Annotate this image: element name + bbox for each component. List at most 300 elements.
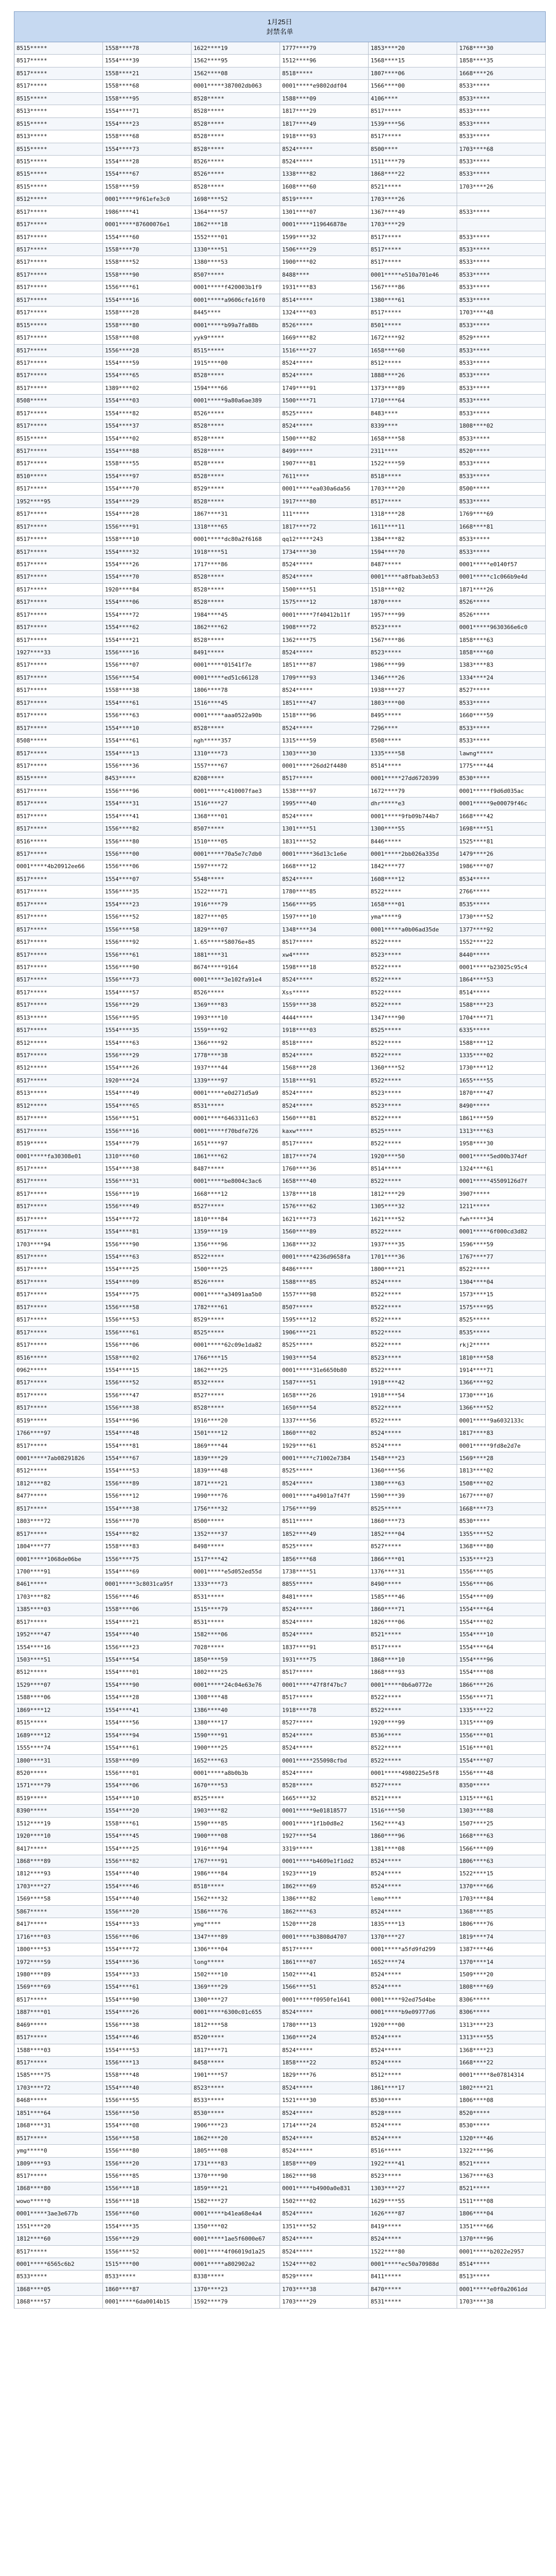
table-cell: 1887****01 [14, 2006, 103, 2018]
table-cell: 8517***** [14, 634, 103, 646]
table-cell: 1658****40 [280, 1175, 369, 1187]
table-cell: 8533***** [192, 2094, 280, 2106]
table-cell: 0001*****9fd8e2d7e [457, 1440, 546, 1452]
table-cell: 1556****82 [103, 823, 192, 835]
table-cell: qq12*****243 [280, 533, 369, 545]
table-cell: 8526***** [457, 609, 546, 621]
table-cell: 1652****63 [192, 1755, 280, 1767]
table-cell: 1665****32 [280, 1792, 369, 1804]
table-cell: 8517***** [14, 558, 103, 570]
table-cell: 8517***** [14, 1289, 103, 1300]
table-cell: 8516***** [14, 1352, 103, 1364]
table-cell: 8528***** [192, 118, 280, 130]
table-cell: 1903****82 [192, 1805, 280, 1817]
table-row [14, 584, 546, 596]
table-row [14, 924, 546, 936]
table-cell: 1868****80 [14, 2182, 103, 2194]
table-cell: 0001*****5ed00b374df [457, 1150, 546, 1162]
table-cell: 8517***** [14, 709, 103, 721]
table-cell: 8519***** [14, 1415, 103, 1427]
table-cell: 8514***** [369, 1163, 457, 1175]
table-row [14, 1150, 546, 1163]
table-cell: 1558****02 [103, 1352, 192, 1364]
table-cell: 8529***** [280, 2270, 369, 2282]
table-cell: 1554****28 [103, 156, 192, 167]
table-cell: 1554****64 [457, 1603, 546, 1615]
table-cell: 8517***** [14, 1188, 103, 1200]
table-cell: 1703****84 [457, 1893, 546, 1905]
table-cell: 8533***** [457, 244, 546, 256]
table-cell: 8526***** [192, 987, 280, 998]
table-cell: 1920****10 [14, 1830, 103, 1842]
table-row [14, 357, 546, 369]
table-cell: 1554****31 [103, 798, 192, 809]
table-cell: 1782****61 [192, 1301, 280, 1313]
table-row [14, 772, 546, 785]
table-cell: 1554****23 [103, 118, 192, 130]
table-row [14, 873, 546, 886]
table-cell: 1502****10 [192, 1969, 280, 1980]
table-cell: 0001*****a9606cfe16f0 [192, 294, 280, 306]
table-cell: 1588****09 [280, 93, 369, 105]
table-cell: 8526***** [192, 408, 280, 419]
table-cell: 1937****35 [369, 1239, 457, 1250]
table-cell: 8507***** [192, 823, 280, 835]
table-row [14, 1452, 546, 1465]
table-cell: 1554****54 [103, 1654, 192, 1666]
table-cell: 1556****52 [103, 2246, 192, 2258]
table-cell: 1554****35 [103, 2221, 192, 2232]
table-cell: 1812****29 [369, 1188, 457, 1200]
table-cell: 1554****48 [103, 1427, 192, 1439]
table-cell: 0001*****2bb026a335d [369, 848, 457, 860]
table-cell: 1858****09 [280, 2158, 369, 2170]
table-cell: 8517***** [14, 886, 103, 897]
table-cell: 4444***** [280, 1012, 369, 1024]
table-cell: 0001*****70a5e7c7db0 [192, 848, 280, 860]
table-cell: 1703****29 [369, 218, 457, 230]
table-cell: 8517***** [14, 1251, 103, 1263]
table-row [14, 2208, 546, 2220]
table-cell: 8517***** [280, 1691, 369, 1703]
table-cell: 1380****53 [192, 256, 280, 268]
table-cell: 0001*****b23025c95c4 [457, 961, 546, 973]
table-cell: 1918****42 [369, 1377, 457, 1388]
table-cell: 8517***** [14, 911, 103, 923]
table-cell: 8522***** [369, 1226, 457, 1238]
table-cell: 1938****27 [369, 684, 457, 696]
table-cell: 1315****09 [457, 1717, 546, 1728]
table-cell: 1931****75 [280, 1654, 369, 1666]
table-row [14, 1301, 546, 1314]
table-cell: 1554****09 [457, 1591, 546, 1603]
table-cell: 8411***** [369, 2270, 457, 2282]
table-cell: 8522***** [369, 961, 457, 973]
table-row [14, 949, 546, 961]
table-cell: 1554****60 [103, 231, 192, 243]
table-cell: 8440***** [457, 949, 546, 961]
table-cell: 1303****27 [369, 2182, 457, 2194]
table-cell: 1529****07 [14, 1679, 103, 1691]
table-row [14, 911, 546, 923]
table-row [14, 80, 546, 92]
table-cell: 0001*****4b20912ee66 [14, 860, 103, 872]
table-cell: 8533***** [457, 80, 546, 92]
table-cell: 1558****68 [103, 80, 192, 92]
table-cell: 1366****52 [457, 1402, 546, 1414]
table-cell: 8522***** [369, 1704, 457, 1716]
table-cell: 1556****46 [103, 1591, 192, 1603]
table-cell: 1558****70 [103, 244, 192, 256]
table-cell: 1622****19 [192, 42, 280, 54]
table-cell: 8522***** [369, 1327, 457, 1338]
table-cell: 0962***** [14, 1364, 103, 1376]
table-cell: 8523***** [369, 647, 457, 658]
table-cell: 1556****85 [103, 2170, 192, 2182]
table-cell: 8522***** [369, 1402, 457, 1414]
table-row [14, 1276, 546, 1289]
table-cell: 1554****96 [103, 1415, 192, 1427]
table-cell: 8528***** [192, 369, 280, 381]
table-cell: 1668****12 [192, 1188, 280, 1200]
table-cell: 1817****71 [192, 2044, 280, 2056]
table-cell: 5548***** [192, 873, 280, 885]
table-cell: 1503****51 [14, 1654, 103, 1666]
table-cell: 8513***** [14, 1012, 103, 1024]
table-cell: 8522***** [369, 1415, 457, 1427]
table-cell: 8498***** [192, 1540, 280, 1552]
table-cell: 0001*****3e102fa91e4 [192, 974, 280, 986]
table-cell: 1860****02 [280, 1427, 369, 1439]
table-row [14, 2158, 546, 2170]
table-cell: 8517***** [14, 294, 103, 306]
table-cell: 1313****23 [457, 2019, 546, 2031]
table-cell: 1716****03 [14, 1931, 103, 1943]
table-cell: 1370****90 [192, 2170, 280, 2182]
table-cell: 1320****46 [457, 2132, 546, 2144]
table-cell: 0001*****a5fd9fd299 [369, 1943, 457, 1955]
table-cell: 1305****32 [369, 1200, 457, 1212]
table-cell: 1780****13 [280, 2019, 369, 2031]
table-row [14, 395, 546, 407]
table-cell: 1916****20 [192, 1415, 280, 1427]
table-cell: 1839****29 [192, 1452, 280, 1464]
table-row [14, 294, 546, 307]
table-cell: 8517***** [14, 621, 103, 633]
table-cell: 1668****22 [457, 2057, 546, 2069]
table-row [14, 2031, 546, 2044]
table-cell: 8517***** [14, 281, 103, 293]
sheet-date: 1月25日 [267, 18, 292, 26]
table-cell [457, 218, 546, 230]
table-cell: 1554****63 [103, 1251, 192, 1263]
table-cell: 1318****65 [192, 521, 280, 533]
table-row [14, 609, 546, 621]
table-cell: 1852****49 [280, 1528, 369, 1540]
table-cell: 0001*****4980225e5f8 [369, 1767, 457, 1779]
table-cell: 8524***** [369, 1880, 457, 1892]
table-cell: 8517***** [14, 345, 103, 357]
table-cell: 8515***** [192, 345, 280, 357]
table-cell: 1920****24 [103, 1075, 192, 1087]
table-cell: 0001*****b41ea68e4a4 [192, 2208, 280, 2219]
table-cell: 8525***** [457, 1314, 546, 1326]
table-cell: 8517***** [280, 1138, 369, 1149]
table-cell: 8517***** [14, 55, 103, 66]
table-cell: 8524***** [369, 2044, 457, 2056]
table-cell: 1368****32 [280, 1239, 369, 1250]
table-row [14, 457, 546, 470]
table-cell: 8524***** [280, 974, 369, 986]
table-cell: 1556****31 [103, 1175, 192, 1187]
table-cell: 8517***** [14, 420, 103, 432]
table-cell: 1518****96 [280, 709, 369, 721]
table-cell: 8481***** [280, 1591, 369, 1603]
table-cell: 8524***** [280, 2132, 369, 2144]
table-row [14, 1855, 546, 1868]
table-cell: 1900****25 [192, 1742, 280, 1754]
table-cell: 1554****81 [103, 1226, 192, 1238]
table-row [14, 1666, 546, 1679]
table-row [14, 823, 546, 835]
table-row [14, 369, 546, 382]
table-row [14, 1654, 546, 1666]
table-row [14, 168, 546, 180]
table-cell: 8525***** [369, 1125, 457, 1137]
table-cell: 1861****62 [192, 1150, 280, 1162]
table-cell: 0001*****6565c6b2 [14, 2258, 103, 2270]
table-cell: 8419***** [369, 2221, 457, 2232]
table-cell: 1554****61 [103, 1981, 192, 1993]
table-cell: 8517***** [14, 961, 103, 973]
table-cell: 1335****58 [369, 748, 457, 759]
table-cell: 8522***** [369, 936, 457, 948]
table-cell: 1554****37 [103, 420, 192, 432]
table-row [14, 848, 546, 860]
table-cell: 0001*****31e6650b80 [280, 1364, 369, 1376]
table-cell: 1972****59 [14, 1956, 103, 1968]
table-cell: 8531***** [192, 1616, 280, 1628]
table-cell: 1500****82 [280, 433, 369, 445]
table-cell: 1812****58 [192, 2019, 280, 2031]
table-row [14, 1415, 546, 1427]
table-row [14, 1188, 546, 1200]
table-cell: 1370****14 [457, 1956, 546, 1968]
table-cell: 1588****03 [14, 2044, 103, 2056]
table-cell: 0001*****b4900a0e831 [280, 2182, 369, 2194]
table-cell: 1515****79 [192, 1603, 280, 1615]
table-cell: 1351****52 [280, 2221, 369, 2232]
table-row [14, 193, 546, 206]
table-cell: 0001*****b99a7fa88b [192, 319, 280, 331]
table-cell: 1509****20 [457, 1969, 546, 1980]
table-cell: 1362****75 [280, 634, 369, 646]
table-cell: 1866****01 [369, 1553, 457, 1565]
table-cell: 0001*****1ae5f6000e67 [192, 2233, 280, 2245]
table-cell: 1658****01 [369, 899, 457, 910]
table-cell: 8517***** [14, 2170, 103, 2182]
table-cell: 1952****47 [14, 1629, 103, 1640]
table-row [14, 798, 546, 810]
table-cell: 8528***** [369, 2107, 457, 2119]
table-cell: 1521****30 [280, 2094, 369, 2106]
table-cell: 1378****18 [280, 1188, 369, 1200]
sheet-title: 封禁名单 [266, 28, 293, 36]
table-cell: 1588****23 [457, 999, 546, 1011]
table-cell: 1368****85 [457, 1906, 546, 1918]
table-cell: 1556****80 [103, 836, 192, 848]
table-row [14, 1880, 546, 1893]
table-cell: 1677****07 [457, 1490, 546, 1502]
table-cell: 1554****16 [14, 1641, 103, 1653]
table-cell: 1668****42 [457, 810, 546, 822]
table-cell: 7611**** [280, 470, 369, 482]
table-cell: 1554****03 [103, 395, 192, 406]
table-cell: 8522***** [192, 1251, 280, 1263]
table-row [14, 1540, 546, 1553]
table-cell: 1556****07 [103, 659, 192, 671]
table-cell: 8515***** [14, 181, 103, 193]
table-cell: 8517***** [14, 521, 103, 533]
table-cell: 8517***** [280, 1943, 369, 1955]
table-cell: 1502****02 [280, 2195, 369, 2207]
table-cell: 8524***** [369, 1868, 457, 1879]
table-cell: 1386****82 [280, 1893, 369, 1905]
table-cell: 0001*****ea030a6da56 [280, 483, 369, 495]
table-cell: 8515***** [14, 143, 103, 155]
table-cell: 8522***** [369, 1175, 457, 1187]
table-cell: 1907****81 [280, 457, 369, 469]
table-cell: 1556****23 [103, 1641, 192, 1653]
table-cell: 1626****87 [369, 2208, 457, 2219]
table-cell: 8522***** [369, 1364, 457, 1376]
table-cell: 1703****38 [457, 2296, 546, 2308]
table-cell: 1908****72 [280, 621, 369, 633]
table-cell: 0001*****c1c066b9e4d [457, 571, 546, 583]
table-cell: 8512***** [14, 193, 103, 205]
table-cell: 1806****76 [457, 1918, 546, 1930]
table-cell: 1858****35 [457, 55, 546, 66]
table-cell: 8515***** [14, 1717, 103, 1728]
table-cell: 1803****72 [14, 1515, 103, 1527]
table-cell: 8524***** [280, 1767, 369, 1779]
table-cell: 8525***** [369, 1024, 457, 1036]
table-cell: 1710****64 [369, 395, 457, 406]
table-cell: 1554****26 [103, 558, 192, 570]
table-cell: 1703****72 [14, 2082, 103, 2094]
table-cell: 1369****29 [192, 1981, 280, 1993]
table-cell: 8513***** [14, 130, 103, 142]
table-cell: 1556****01 [103, 1767, 192, 1779]
table-cell: 8528***** [192, 722, 280, 734]
table-row [14, 521, 546, 533]
table-cell: 8521***** [457, 2158, 546, 2170]
table-row [14, 1440, 546, 1452]
table-cell: 1917****80 [280, 496, 369, 507]
table-cell: 1556****18 [103, 2182, 192, 2194]
table-cell: 1554****02 [457, 1616, 546, 1628]
table-cell: 8524***** [369, 1969, 457, 1980]
table-cell: 1837****91 [280, 1641, 369, 1653]
table-row [14, 1730, 546, 1742]
table-cell: 1518****91 [280, 1075, 369, 1087]
table-row [14, 470, 546, 483]
table-cell: 1334****24 [457, 672, 546, 684]
table-row [14, 1956, 546, 1969]
table-cell: 0001*****b3808d4707 [280, 1931, 369, 1943]
table-cell: 1554****02 [103, 433, 192, 445]
table-cell: 7296**** [369, 722, 457, 734]
table-cell: 0001*****a8b0b3b [192, 1767, 280, 1779]
table-row [14, 1704, 546, 1717]
table-cell: 1554****38 [103, 1503, 192, 1515]
table-cell: 1900****08 [192, 1830, 280, 1842]
table-cell: 1350****02 [192, 2221, 280, 2232]
table-cell: 8530***** [192, 2107, 280, 2119]
table-cell: 1522****15 [457, 1868, 546, 1879]
table-cell: 1558****09 [103, 1755, 192, 1767]
table-cell: 0001*****7ab08291826 [14, 1452, 103, 1464]
table-cell: ymg***** [192, 1918, 280, 1930]
table-row [14, 269, 546, 281]
table-cell: 8517***** [14, 269, 103, 281]
table-cell: 1698****51 [457, 823, 546, 835]
table-cell: 0001*****b2022e2957 [457, 2246, 546, 2258]
table-cell: 1554****15 [103, 1364, 192, 1376]
table-cell: 1539****56 [369, 118, 457, 130]
table-cell: 8517***** [14, 949, 103, 961]
table-row [14, 974, 546, 986]
table-cell: 1703****48 [457, 307, 546, 318]
table-cell: 1655****55 [457, 1075, 546, 1087]
table-cell: 8528***** [192, 634, 280, 646]
table-cell: 8522***** [369, 1314, 457, 1326]
table-cell: 1556****18 [103, 2195, 192, 2207]
table-cell: 1556****52 [103, 911, 192, 923]
table-cell: 8533***** [457, 345, 546, 357]
table-cell: 1554****16 [103, 294, 192, 306]
table-cell: 1556****19 [103, 1188, 192, 1200]
table-row [14, 1175, 546, 1188]
table-cell: 1554****53 [103, 1465, 192, 1477]
table-cell: 1806****04 [457, 2208, 546, 2219]
table-cell: 1703****20 [369, 483, 457, 495]
table-cell: 1554****38 [103, 1163, 192, 1175]
table-cell: 1558****08 [103, 332, 192, 344]
table-cell: 1668****63 [457, 1830, 546, 1842]
table-row [14, 2082, 546, 2094]
table-cell: 1807****06 [369, 67, 457, 79]
table-cell: 8517***** [369, 130, 457, 142]
table-cell: 1806****08 [457, 2094, 546, 2106]
table-cell: 8520***** [457, 2107, 546, 2119]
table-cell: 1554****61 [103, 697, 192, 709]
table-row [14, 42, 546, 55]
table-cell: 8517***** [14, 684, 103, 696]
table-cell: 1582****27 [192, 2195, 280, 2207]
table-row [14, 2233, 546, 2245]
table-cell: 1554****40 [103, 1629, 192, 1640]
table-cell: 1556****48 [457, 1767, 546, 1779]
table-cell: 8533***** [457, 93, 546, 105]
table-cell: 8453***** [103, 772, 192, 784]
table-cell: 8524***** [280, 1100, 369, 1112]
table-cell: 1558****10 [103, 533, 192, 545]
table-cell: 1700****91 [14, 1566, 103, 1578]
table-cell: 0001*****36d13c1e6e [280, 848, 369, 860]
table-cell: 1597****10 [280, 911, 369, 923]
table-cell: 1554****21 [103, 1616, 192, 1628]
